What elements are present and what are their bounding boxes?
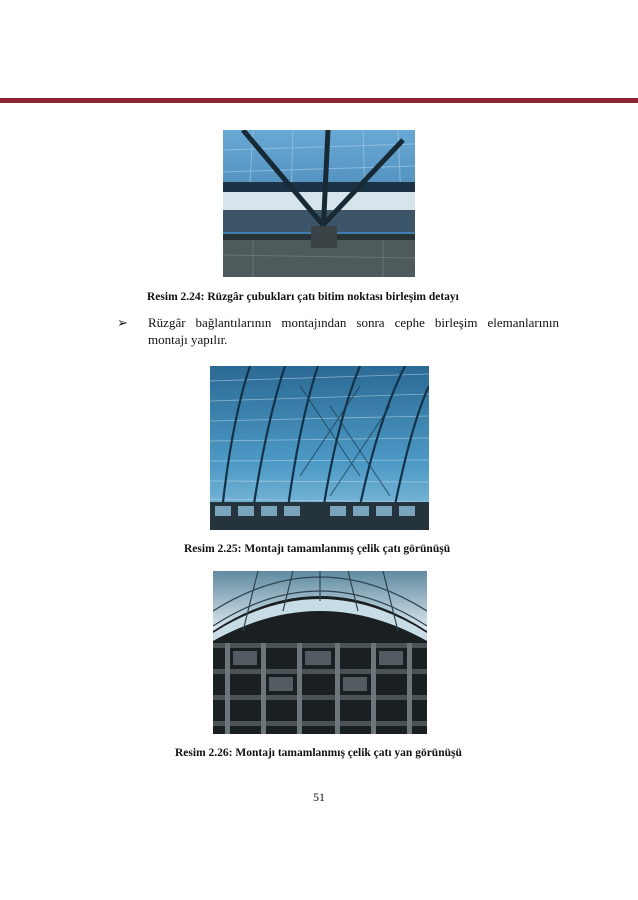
steel-roof-view-photo (210, 366, 429, 530)
steel-roof-side-view-photo (213, 571, 427, 734)
figure-caption: Resim 2.24: Rüzgâr çubukları çatı bitim noktası birleşim detayı (147, 291, 459, 303)
figure-caption: Resim 2.25: Montajı tamamlanmış çelik çatı görünüşü (184, 543, 451, 555)
bullet-text: Rüzgâr bağlantılarının montajından sonra cephe birleşim elemanlarının montajı yapılır. (148, 315, 559, 347)
figure-caption: Resim 2.26: Montajı tamamlanmış çelik çatı yan görünüşü (175, 747, 462, 759)
arrow-bullet-icon: ➢ (117, 315, 128, 330)
roof-brace-detail-photo (223, 130, 415, 277)
header-rule (0, 98, 638, 103)
page-number: 51 (313, 790, 325, 804)
